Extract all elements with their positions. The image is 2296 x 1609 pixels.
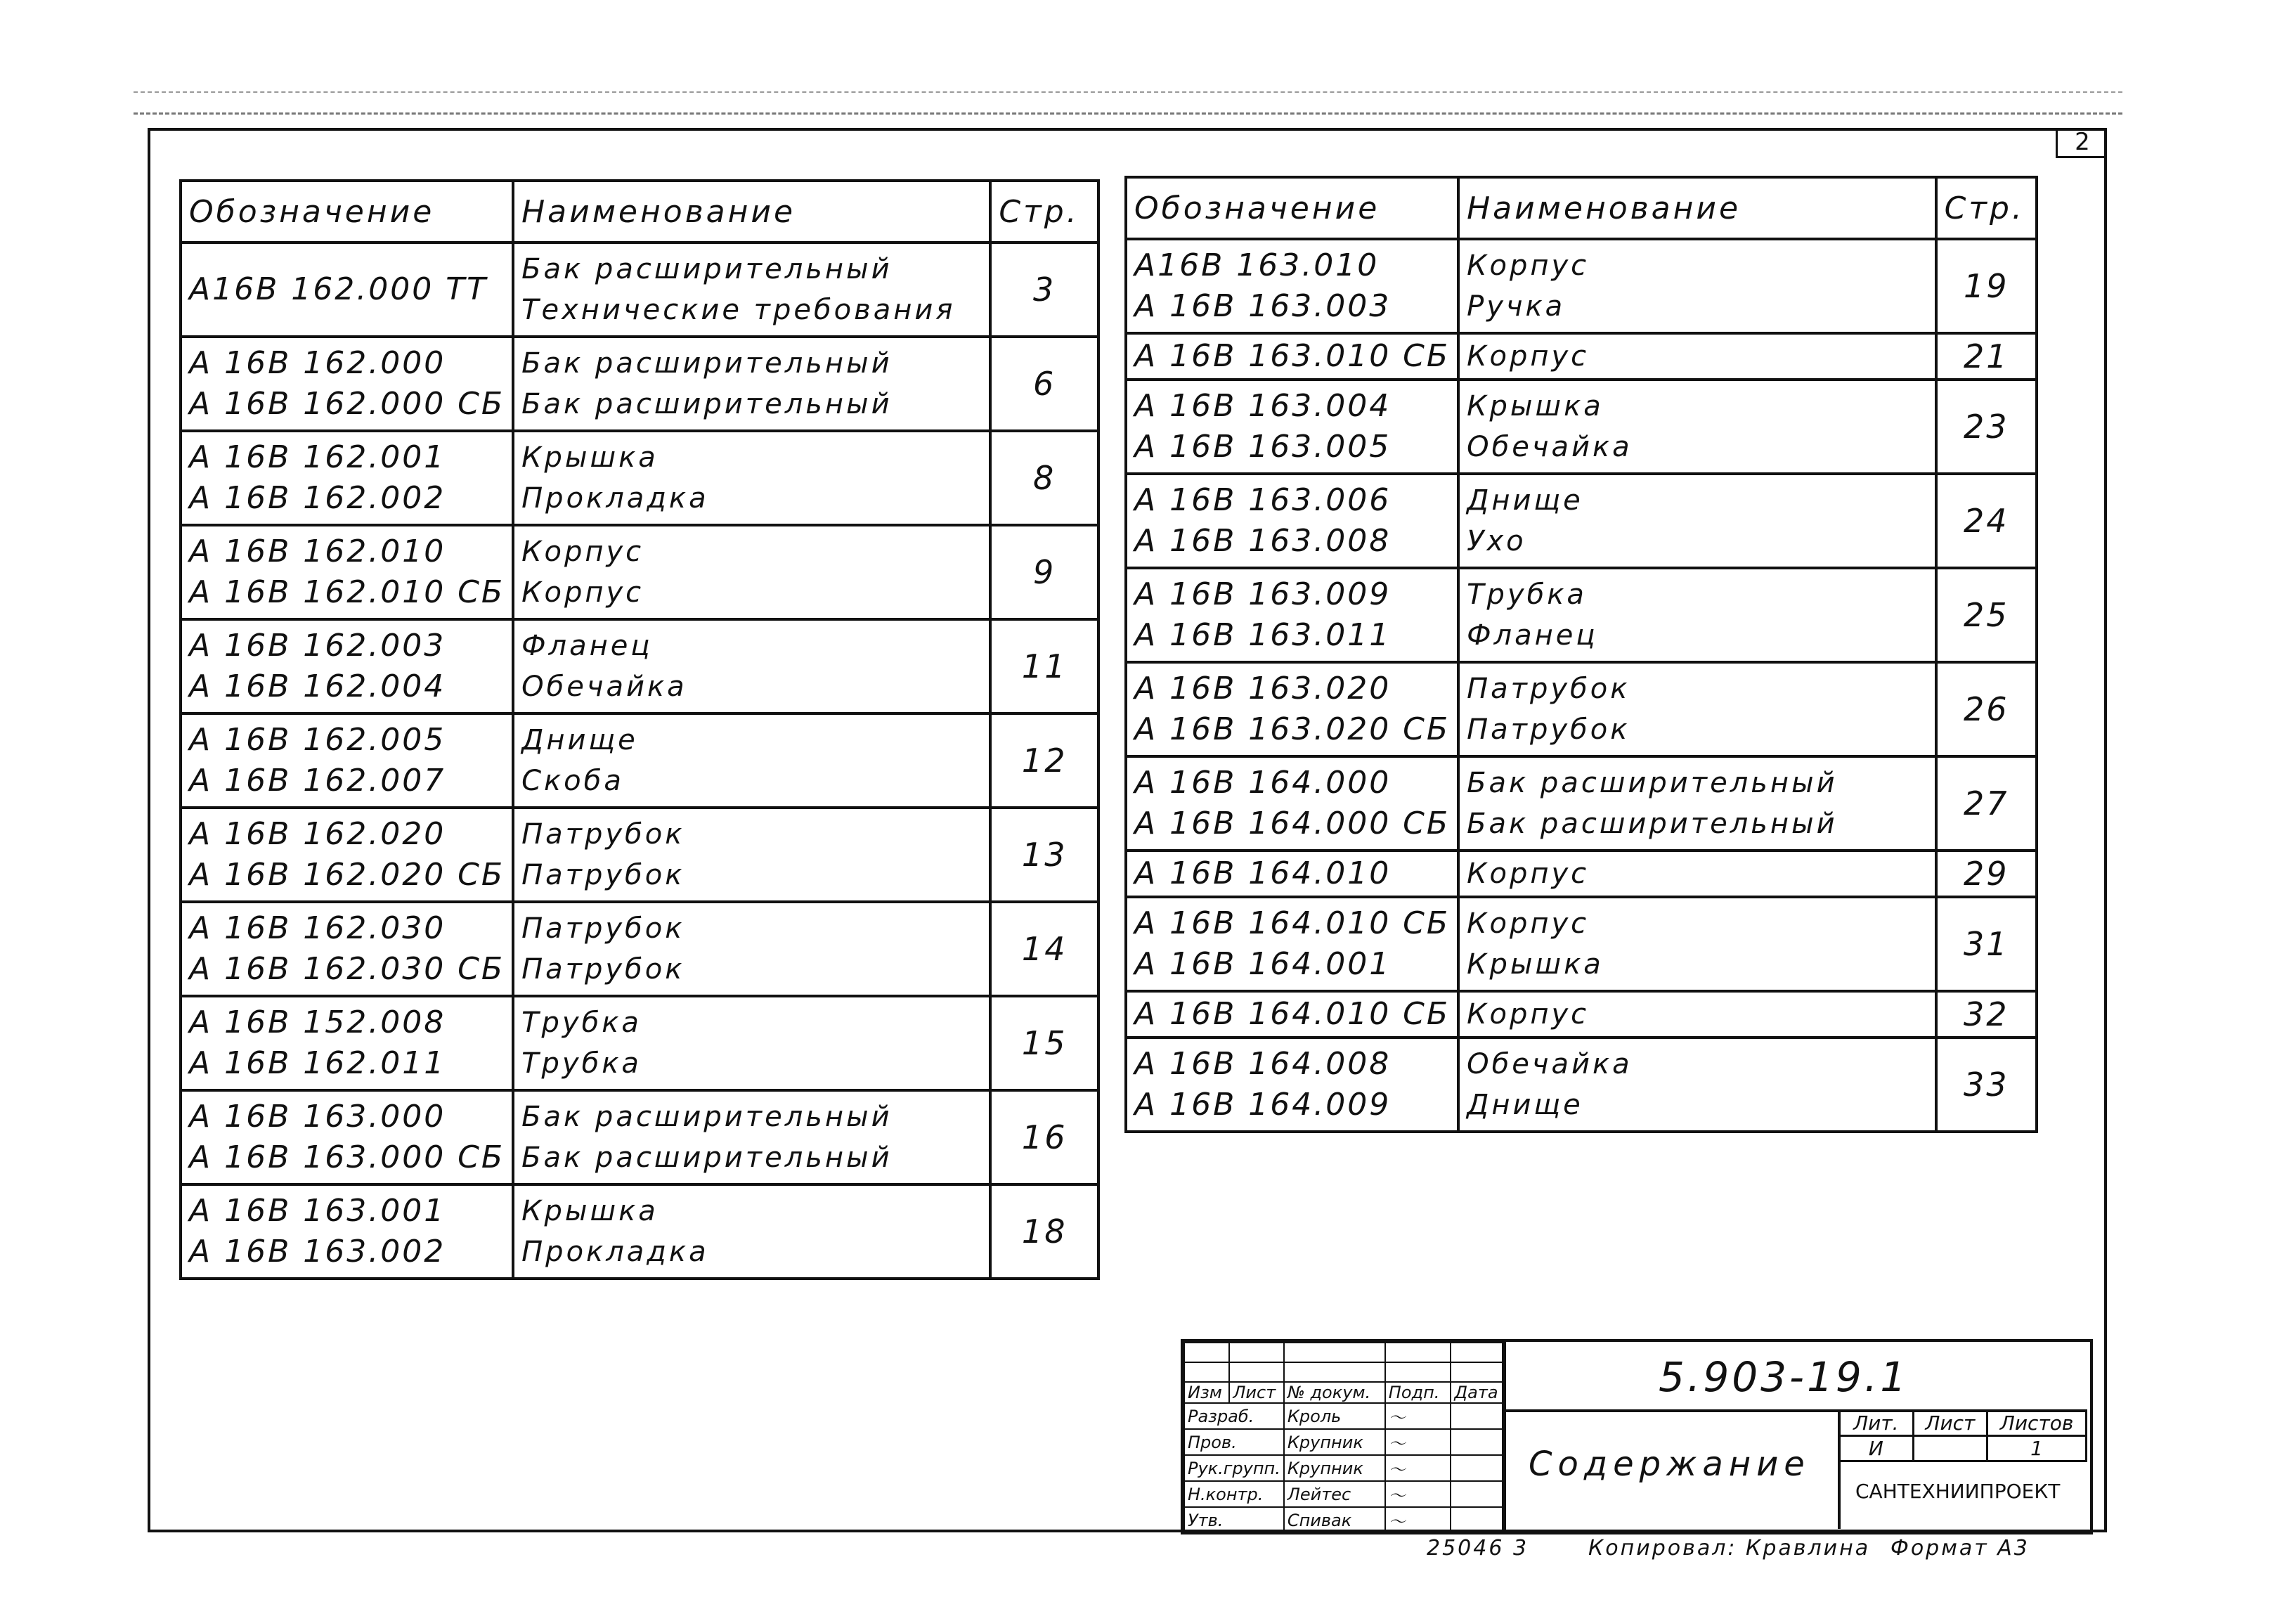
name-text: Днище (1467, 484, 1583, 517)
designation-text: А 16В 163.009 (1134, 576, 1392, 612)
lit-label: Лит. (1839, 1411, 1914, 1436)
designation-text: А 16В 162.020 СБ (189, 857, 505, 893)
designation-cell (181, 902, 513, 996)
designation-cell (181, 431, 513, 525)
name-text: Бак расширительный (521, 1142, 893, 1174)
table-row (1126, 1038, 2037, 1132)
table-header-row (1126, 177, 2037, 239)
designation-text: А16В 162.000 ТТ (189, 271, 488, 307)
designation-text: А 16В 163.005 (1134, 429, 1392, 465)
table-row (181, 1090, 1098, 1184)
designation-text: А 16В 163.003 (1134, 288, 1392, 324)
name-text: Бак расширительный (1467, 808, 1838, 840)
header-name: Наименование (513, 181, 990, 243)
name-text: Ухо (1467, 525, 1526, 557)
name-text: Прокладка (521, 1236, 709, 1268)
name-text: Корпус (1467, 998, 1590, 1030)
name-cell (1458, 333, 1936, 380)
role-label: Утв. (1184, 1507, 1284, 1533)
table-row (1126, 662, 2037, 756)
designation-text: А 16В 162.000 СБ (189, 386, 505, 422)
name-cell (513, 619, 990, 713)
designation-text: А 16В 163.001 (189, 1193, 446, 1229)
name-text: Крышка (1467, 948, 1604, 981)
designation-text: А 16В 162.011 (189, 1045, 446, 1081)
name-text: Патрубок (521, 912, 685, 945)
table-row (1126, 756, 2037, 851)
page-number: 8 (990, 431, 1098, 525)
name-text: Патрубок (521, 818, 685, 851)
name-text: Трубка (1467, 579, 1587, 611)
signature-mark: 〜 (1385, 1455, 1451, 1481)
table-row (181, 1184, 1098, 1279)
designation-text: А 16В 162.002 (189, 480, 446, 516)
designation-text: А 16В 164.001 (1134, 946, 1392, 982)
name-text: Крышка (521, 1195, 659, 1227)
page-number: 31 (1936, 897, 2037, 991)
designation-cell (181, 1184, 513, 1279)
name-text: Технические требования (521, 294, 956, 326)
name-text: Бак расширительный (521, 253, 893, 285)
role-row (1184, 1481, 1503, 1507)
designation-cell (1126, 474, 1458, 568)
header-page: Стр. (990, 181, 1098, 243)
name-text: Прокладка (521, 482, 709, 515)
name-cell (513, 902, 990, 996)
designation-text: А 16В 162.007 (189, 763, 446, 799)
name-text: Трубка (521, 1047, 642, 1080)
name-text: Скоба (521, 765, 624, 797)
designation-cell (1126, 333, 1458, 380)
name-cell (513, 431, 990, 525)
top-dashed-rule-2 (134, 112, 2122, 115)
role-label: Разраб. (1184, 1403, 1284, 1429)
sheet-number: 2 (2056, 128, 2107, 158)
designation-cell (1126, 897, 1458, 991)
signature-grid (1183, 1342, 1503, 1534)
designation-text: А 16В 163.011 (1134, 617, 1392, 653)
name-text: Бак расширительный (1467, 767, 1838, 799)
designation-cell (181, 525, 513, 619)
designation-text: А 16В 163.004 (1134, 388, 1392, 424)
designation-cell (181, 619, 513, 713)
name-text: Днище (521, 724, 638, 756)
name-text: Корпус (1467, 858, 1590, 890)
designation-text: А 16В 162.003 (189, 628, 446, 664)
name-text: Крышка (1467, 390, 1604, 422)
page-number: 3 (990, 243, 1098, 337)
name-text: Обечайка (521, 671, 687, 703)
name-text: Патрубок (1467, 673, 1630, 705)
designation-text: А 16В 162.010 (189, 534, 446, 569)
designation-cell (1126, 662, 1458, 756)
table-row (1126, 333, 2037, 380)
designation-cell (181, 996, 513, 1090)
sheets-label: Листов (1987, 1411, 2087, 1436)
designation-text: А 16В 162.020 (189, 816, 446, 852)
page-number: 29 (1936, 851, 2037, 897)
designation-cell (181, 243, 513, 337)
page-number: 18 (990, 1184, 1098, 1279)
page-number: 23 (1936, 380, 2037, 474)
table-row (181, 337, 1098, 431)
designation-text: А 16В 164.008 (1134, 1046, 1392, 1082)
role-name: Спивак (1284, 1507, 1385, 1533)
table-row (181, 713, 1098, 808)
designation-text: А 16В 162.030 (189, 910, 446, 946)
table-row (1126, 380, 2037, 474)
role-label: Н.контр. (1184, 1481, 1284, 1507)
designation-cell (1126, 1038, 1458, 1132)
role-row (1184, 1429, 1503, 1455)
role-name: Крупник (1284, 1429, 1385, 1455)
page-number: 14 (990, 902, 1098, 996)
page-number: 19 (1936, 239, 2037, 333)
page-number: 27 (1936, 756, 2037, 851)
col-izm: Изм (1184, 1382, 1229, 1403)
designation-text: А 16В 164.000 (1134, 765, 1392, 801)
name-cell (1458, 568, 1936, 662)
designation-cell (1126, 991, 1458, 1038)
table-row (181, 431, 1098, 525)
name-text: Трубка (521, 1007, 642, 1039)
name-cell (1458, 897, 1936, 991)
designation-text: А 16В 162.000 (189, 345, 446, 381)
header-name: Наименование (1458, 177, 1936, 239)
name-text: Корпус (521, 576, 644, 609)
document-title: Содержание (1529, 1445, 1810, 1484)
copied-by: Копировал: Кравлина (1588, 1536, 1871, 1560)
table-row (181, 619, 1098, 713)
table-row (181, 525, 1098, 619)
designation-cell (1126, 380, 1458, 474)
name-cell (1458, 851, 1936, 897)
page-number: 9 (990, 525, 1098, 619)
table-row (181, 996, 1098, 1090)
top-dashed-rule (134, 91, 2122, 93)
designation-text: А 16В 162.001 (189, 439, 446, 475)
designation-text: А 16В 163.000 СБ (189, 1139, 505, 1175)
designation-text: А 16В 162.004 (189, 668, 446, 704)
name-text: Бак расширительный (521, 1101, 893, 1133)
page-number: 21 (1936, 333, 2037, 380)
name-text: Бак расширительный (521, 347, 893, 380)
page-number: 13 (990, 808, 1098, 902)
designation-text: А 16В 152.008 (189, 1004, 446, 1040)
signature-mark: 〜 (1385, 1429, 1451, 1455)
name-text: Обечайка (1467, 1048, 1633, 1080)
name-cell (513, 713, 990, 808)
name-text: Фланец (1467, 619, 1598, 652)
page-number: 11 (990, 619, 1098, 713)
name-cell (1458, 991, 1936, 1038)
name-cell (1458, 1038, 1936, 1132)
designation-cell (181, 337, 513, 431)
designation-text: А 16В 163.000 (189, 1099, 446, 1135)
col-doc: № докум. (1284, 1382, 1385, 1403)
signature-area (1183, 1342, 1506, 1532)
name-cell (1458, 474, 1936, 568)
role-label: Рук.групп. (1184, 1455, 1284, 1481)
page-number: 12 (990, 713, 1098, 808)
designation-text: А 16В 164.000 СБ (1134, 806, 1451, 841)
page-number: 33 (1936, 1038, 2037, 1132)
name-cell (513, 337, 990, 431)
name-text: Фланец (521, 630, 653, 662)
designation-text: А 16В 163.010 СБ (1134, 338, 1451, 374)
designation-cell (181, 1090, 513, 1184)
page-number: 6 (990, 337, 1098, 431)
designation-cell (181, 713, 513, 808)
designation-text: А 16В 164.010 (1134, 855, 1392, 891)
name-text: Корпус (1467, 250, 1590, 282)
inventory-number: 25046 3 (1427, 1536, 1529, 1560)
format-label: Формат А3 (1890, 1536, 2030, 1560)
name-cell (1458, 662, 1936, 756)
signature-mark: 〜 (1385, 1403, 1451, 1429)
name-text: Корпус (1467, 340, 1590, 373)
designation-text: А 16В 162.010 СБ (189, 574, 505, 610)
page-number: 26 (1936, 662, 2037, 756)
designation-text: А 16В 164.010 СБ (1134, 996, 1451, 1032)
lit-value: И (1839, 1436, 1914, 1461)
role-row (1184, 1455, 1503, 1481)
table-row (1126, 897, 2037, 991)
designation-text: А 16В 163.020 СБ (1134, 711, 1451, 747)
designation-text: А 16В 163.002 (189, 1234, 446, 1269)
page-number: 24 (1936, 474, 2037, 568)
name-text: Корпус (1467, 907, 1590, 940)
table-row (181, 902, 1098, 996)
designation-cell (181, 808, 513, 902)
header-page: Стр. (1936, 177, 2037, 239)
designation-cell (1126, 851, 1458, 897)
designation-cell (1126, 239, 1458, 333)
table-row (1126, 568, 2037, 662)
name-cell (1458, 239, 1936, 333)
table-row (1126, 474, 2037, 568)
signature-mark: 〜 (1385, 1481, 1451, 1507)
signature-header-row (1184, 1382, 1503, 1403)
designation-text: А 16В 162.030 СБ (189, 951, 505, 987)
name-text: Крышка (521, 441, 659, 474)
designation-text: А 16В 163.008 (1134, 523, 1392, 559)
name-text: Патрубок (521, 953, 685, 986)
name-text: Патрубок (521, 859, 685, 891)
col-date: Дата (1451, 1382, 1503, 1403)
name-cell (1458, 756, 1936, 851)
designation-cell (1126, 756, 1458, 851)
organization-name: САНТЕХНИИПРОЕКТ (1855, 1480, 2061, 1503)
name-cell (513, 808, 990, 902)
role-name: Крупник (1284, 1455, 1385, 1481)
contents-table-left (179, 179, 1100, 1280)
lit-sheet-table (1838, 1409, 2087, 1462)
name-text: Обечайка (1467, 431, 1633, 463)
name-cell (513, 243, 990, 337)
page-number: 16 (990, 1090, 1098, 1184)
table-row (1126, 991, 2037, 1038)
page-number: 32 (1936, 991, 2037, 1038)
name-cell (513, 1184, 990, 1279)
designation-text: А 16В 164.009 (1134, 1087, 1392, 1123)
name-text: Корпус (521, 536, 644, 568)
name-text: Патрубок (1467, 713, 1630, 746)
name-text: Бак расширительный (521, 388, 893, 420)
role-row (1184, 1507, 1503, 1533)
designation-cell (1126, 568, 1458, 662)
signature-mark: 〜 (1385, 1507, 1451, 1533)
designation-text: А 16В 164.010 СБ (1134, 905, 1451, 941)
contents-table-right (1124, 176, 2038, 1133)
sheet-label: Лист (1913, 1411, 1987, 1436)
sheet-value (1913, 1436, 1987, 1461)
col-sign: Подп. (1385, 1382, 1451, 1403)
name-cell (513, 1090, 990, 1184)
table-row (181, 808, 1098, 902)
designation-text: А16В 163.010 (1134, 247, 1380, 283)
role-row (1184, 1403, 1503, 1429)
role-label: Пров. (1184, 1429, 1284, 1455)
sheets-value: 1 (1987, 1436, 2087, 1461)
name-cell (1458, 380, 1936, 474)
header-code: Обозначение (1126, 177, 1458, 239)
table-header-row (181, 181, 1098, 243)
designation-text: А 16В 162.005 (189, 722, 446, 758)
role-name: Лейтес (1284, 1481, 1385, 1507)
designation-text: А 16В 163.006 (1134, 482, 1392, 518)
table-row (1126, 239, 2037, 333)
role-name: Кроль (1284, 1403, 1385, 1429)
name-text: Ручка (1467, 290, 1566, 323)
col-list: Лист (1229, 1382, 1284, 1403)
document-code: 5.903-19.1 (1659, 1353, 1909, 1401)
table-row (181, 243, 1098, 337)
page-number: 15 (990, 996, 1098, 1090)
page-number: 25 (1936, 568, 2037, 662)
table-row (1126, 851, 2037, 897)
name-text: Днище (1467, 1089, 1583, 1121)
name-cell (513, 996, 990, 1090)
designation-text: А 16В 163.020 (1134, 671, 1392, 706)
header-code: Обозначение (181, 181, 513, 243)
name-cell (513, 525, 990, 619)
